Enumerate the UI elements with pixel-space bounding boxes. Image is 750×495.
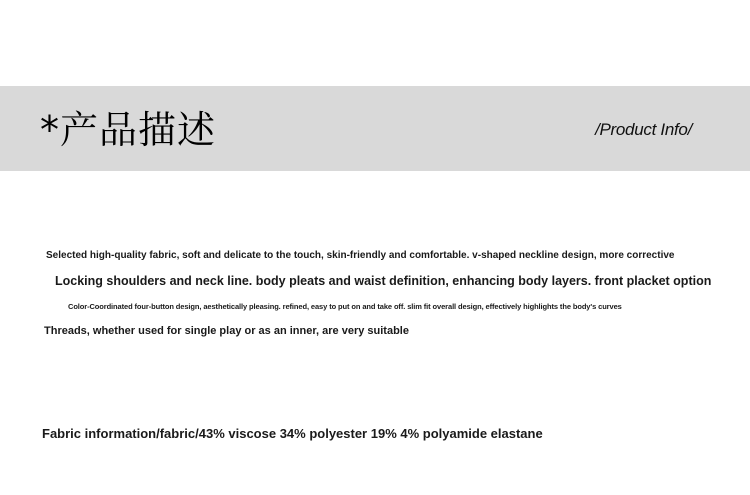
description-line-2: Locking shoulders and neck line. body pleats and waist definition, enhancing body layers. front placket option	[55, 274, 712, 288]
description-line-1: Selected high-quality fabric, soft and delicate to the touch, skin-friendly and comfortable. v-shaped neckline design, more corrective	[46, 250, 675, 261]
description-line-3: Color-Coordinated four-button design, aesthetically pleasing. refined, easy to put on and take off. slim fit overall design, effectively highlights the body's curves	[68, 302, 622, 311]
page-subtitle: /Product Info/	[595, 120, 692, 139]
fabric-info: Fabric information/fabric/43% viscose 34% polyester 19% 4% polyamide elastane	[42, 426, 543, 441]
description-line-4: Threads, whether used for single play or as an inner, are very suitable	[44, 325, 409, 337]
page-title: *产品描述	[40, 108, 217, 152]
